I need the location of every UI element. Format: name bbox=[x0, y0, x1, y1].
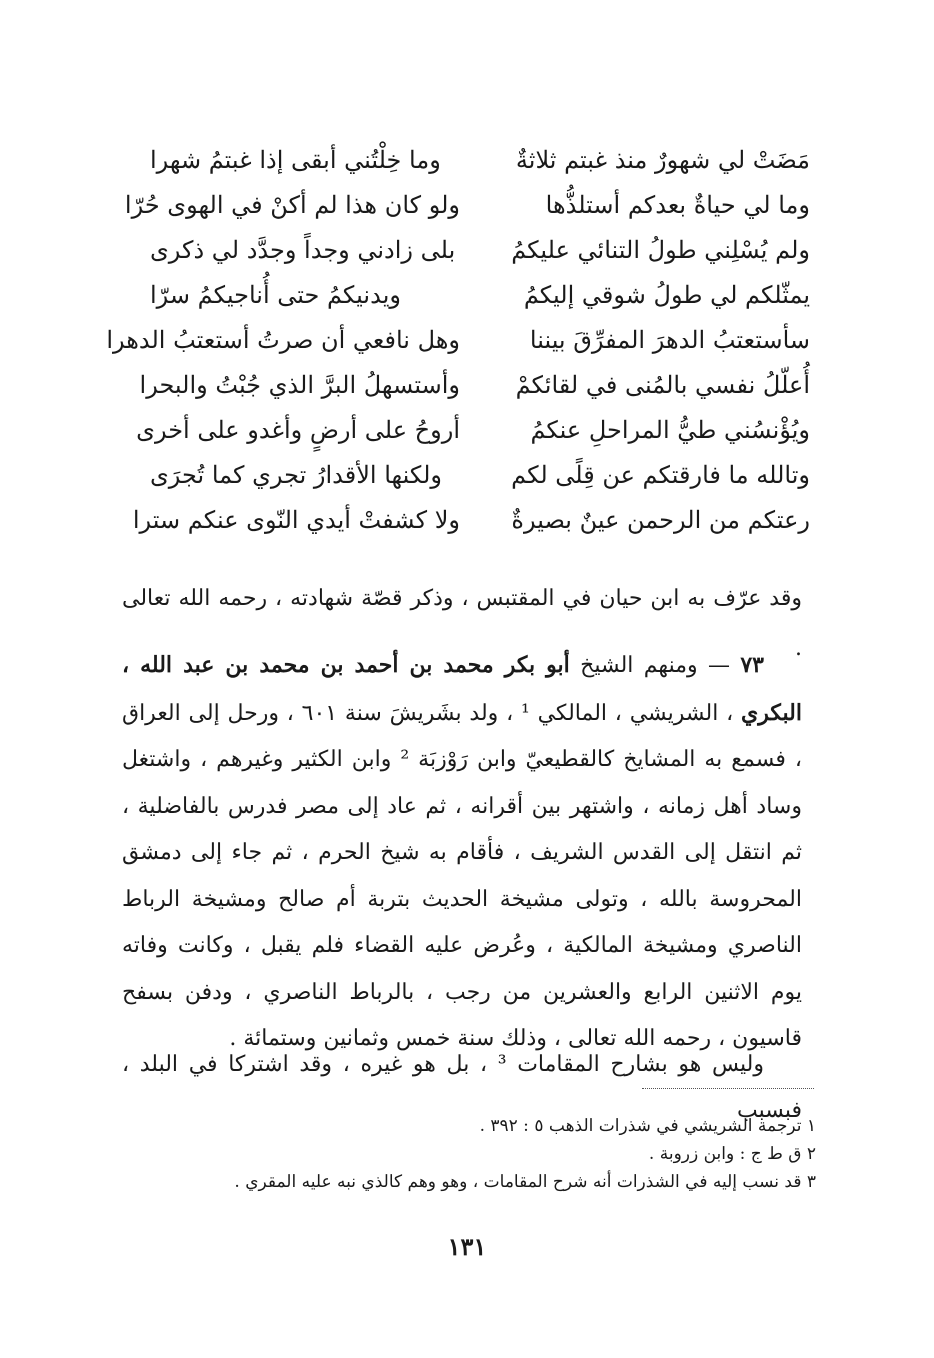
entry-number: ٧٣ bbox=[740, 652, 764, 678]
verse-second-hemistich: بلى زادني وجداً وجدَّد لي ذكرى bbox=[150, 236, 456, 264]
poem-verse bbox=[150, 453, 810, 498]
poem-verse bbox=[150, 138, 810, 183]
biography-entry-73 bbox=[122, 642, 802, 1063]
footnote: ٣ قد نسب إليه في الشذرات أنه شرح المقامات ، وهو وهم كالذي نبه عليه المقري . bbox=[234, 1172, 816, 1192]
paragraph-ibn-hayyan: وقد عرّف به ابن حيان في المقتبس ، وذكر قصّة شهادته ، رحمه الله تعالى . bbox=[122, 586, 802, 661]
verse-first-hemistich: مَضَتْ لي شهورٌ منذ غبتم ثلاثةٌ bbox=[515, 146, 810, 174]
poem-verse bbox=[136, 408, 810, 453]
verse-first-hemistich: يمثّلكم لي طولُ شوقي إليكمُ bbox=[523, 281, 810, 309]
verse-first-hemistich: سأستعتبُ الدهرَ المفرِّقَ بيننا bbox=[529, 326, 810, 354]
verse-first-hemistich: وما لي حياةٌ بعدكم أستلذُّها bbox=[545, 191, 810, 219]
footnote: ١ ترجمة الشريشي في شذرات الذهب ٥ : ٣٩٢ . bbox=[479, 1116, 816, 1136]
verse-second-hemistich: أروحُ على أرضٍ وأغدو على أخرى bbox=[136, 416, 460, 444]
verse-second-hemistich: ولكنها الأقدارُ تجري كما تُجرَى bbox=[150, 461, 442, 489]
verse-second-hemistich: ولو كان هذا لم أكنْ في الهوى حُرّا bbox=[124, 191, 460, 219]
poem-verse bbox=[132, 498, 810, 543]
verse-second-hemistich: وما خِلْتُني أبقى إذا غبتمُ شهرا bbox=[150, 146, 441, 174]
paragraph-maqamat: وليس هو بشارح المقامات ³ ، بل هو غيره ، وقد اشتركا في البلد ، فبسبب bbox=[122, 1052, 802, 1123]
page-number: ١٣١ bbox=[447, 1232, 487, 1261]
poem bbox=[106, 138, 810, 543]
verse-first-hemistich: رعتكم من الرحمن عينٌ بصيرةٌ bbox=[511, 506, 810, 534]
poem-verse bbox=[150, 273, 810, 318]
verse-first-hemistich: ولم يُسْلِني طولُ التنائي عليكمُ bbox=[511, 236, 810, 264]
verse-second-hemistich: وأستسهلُ البرَّ الذي جُبْتُ والبحرا bbox=[139, 371, 460, 399]
poem-verse bbox=[106, 318, 810, 363]
verse-first-hemistich: وتالله ما فارقتكم عن قِلًى لكم bbox=[511, 461, 810, 489]
verse-second-hemistich: وهل نافعي أن صرتُ أستعتبُ الدهرا bbox=[106, 326, 460, 354]
poem-verse bbox=[139, 363, 810, 408]
poem-verse bbox=[150, 228, 810, 273]
verse-first-hemistich: ويُؤْنسُني طيُّ المراحلِ عنكمُ bbox=[530, 416, 810, 444]
verse-second-hemistich: ولا كشفتْ أيدي النّوى عنكم سترا bbox=[132, 506, 460, 534]
footnote: ٢ ق ط ج : وابن زروبة . bbox=[648, 1144, 816, 1164]
verse-first-hemistich: أُعلّلُ نفسي بالمُنى في لقائكمْ bbox=[515, 371, 810, 399]
footnote-separator bbox=[642, 1088, 814, 1089]
verse-second-hemistich: ويدنيكمُ حتى أُناجيكمُ سرّا bbox=[150, 281, 401, 309]
footnotes bbox=[116, 1112, 816, 1196]
poem-verse bbox=[124, 183, 810, 228]
entry-lead: — ومنهم الشيخ bbox=[569, 653, 741, 678]
entry-person-name: أبو بكر محمد بن أحمد بن محمد بن عبد الله ، البكري bbox=[122, 652, 802, 726]
entry-text: ، الشريشي ، المالكي ¹ ، ولد بشَريشَ سنة ٦٠١ ، ورحل إلى العراق ، فسمع به المشايخ كالقطيعيّ وابن رَوْزبَة ² وابن الكثير وغيرهم ، واشتغل وساد أهل زمانه ، واشتهر بين أقرانه ، ثم عاد إلى مصر فدرس بالفاضلية ، ثم انتقل إلى القدس الشريف ، فأقام به شيخ الحرم ، ثم جاء إلى دمشق المحروسة بالله ، وتولى مشيخة الحديث بتربة أم صالح ومشيخة الرباط الناصري ومشيخة المالكية ، وعُرض عليه القضاء فلم يقبل ، وكانت وفاته يوم الاثنين الرابع والعشرين من رجب ، بالرباط الناصري ، ودفن بسفح قاسيون ، رحمه الله تعالى ، وذلك سنة خمس وثمانين وستمائة . bbox=[122, 700, 802, 1051]
